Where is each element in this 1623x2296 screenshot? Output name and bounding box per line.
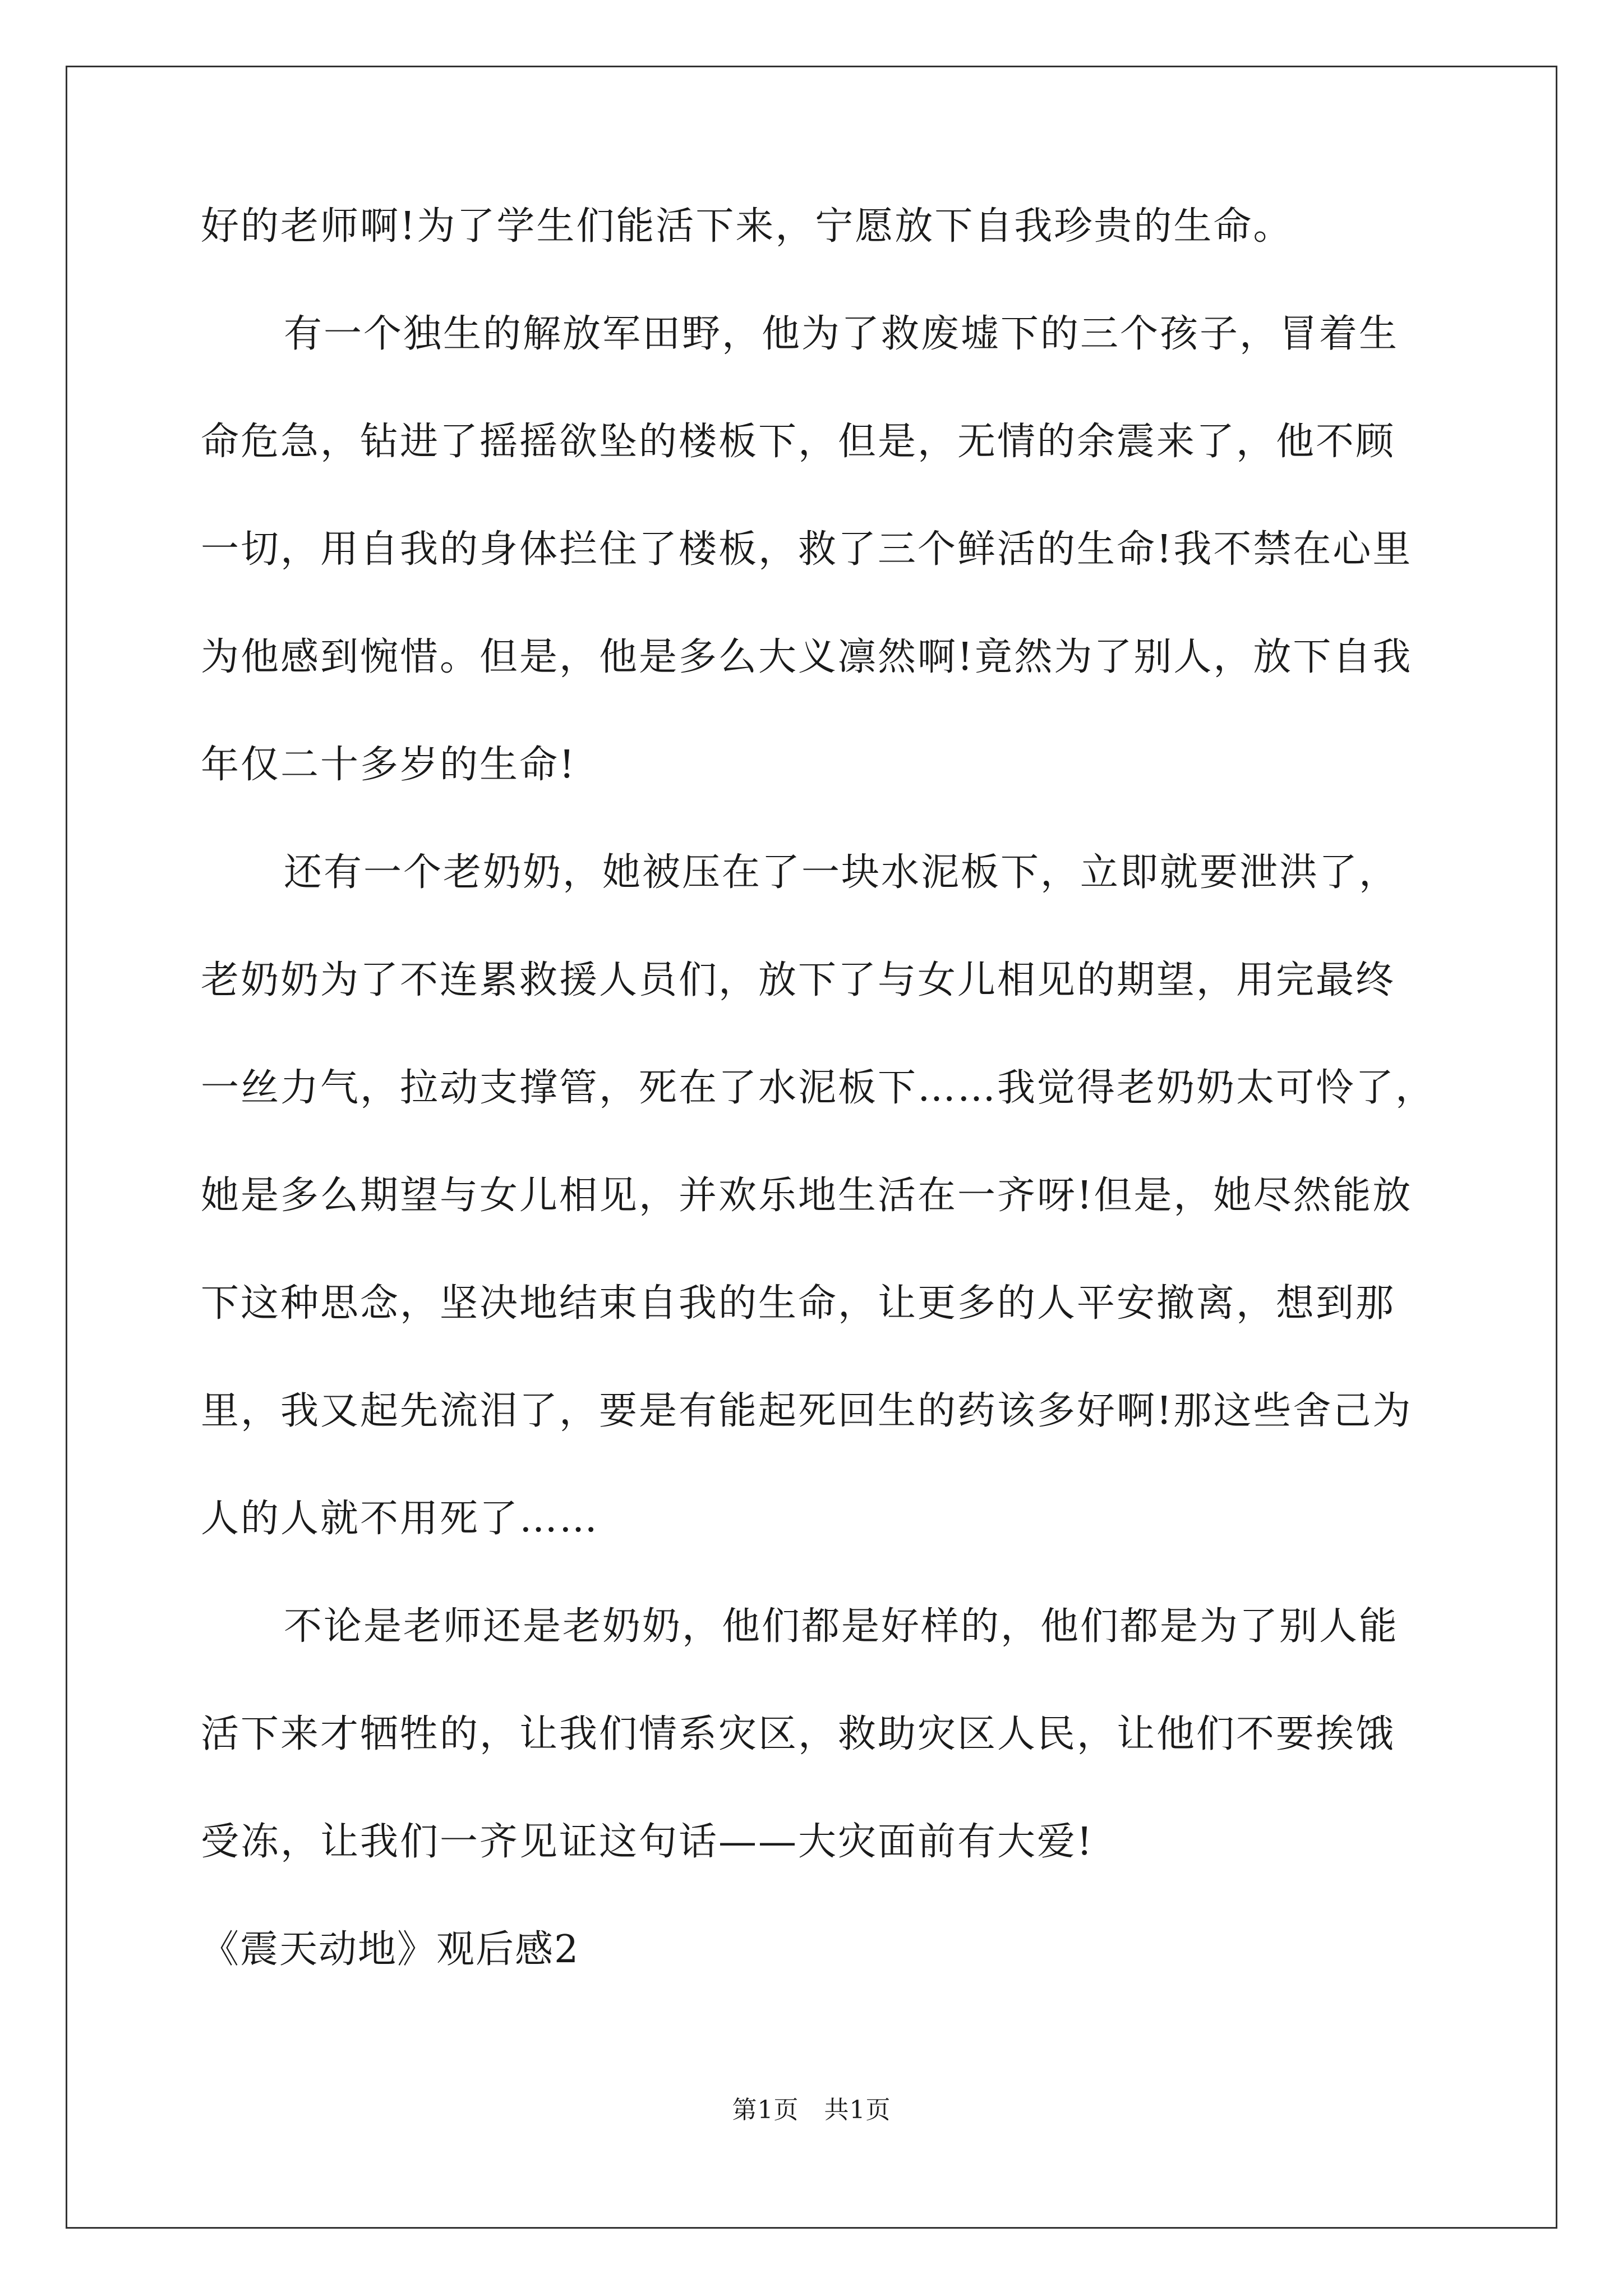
paragraph-start-line: 还有一个老奶奶，她被压在了一块水泥板下，立即就要泄洪了， bbox=[284, 850, 1399, 895]
section-heading: 《震天动地》观后感2 bbox=[201, 1927, 580, 1972]
text-line: 好的老师啊!为了学生们能活下来，宁愿放下自我珍贵的生命。 bbox=[201, 204, 1293, 249]
text-line: 活下来才牺牲的，让我们情系灾区，救助灾区人民，让他们不要挨饿 bbox=[201, 1712, 1396, 1756]
paragraph-start-line: 有一个独生的解放军田野，他为了救废墟下的三个孩子，冒着生 bbox=[284, 312, 1399, 356]
paragraph-start-line: 不论是老师还是老奶奶，他们都是好样的，他们都是为了别人能 bbox=[284, 1604, 1399, 1649]
text-line: 年仅二十多岁的生命! bbox=[201, 743, 577, 787]
text-line: 命危急，钻进了摇摇欲坠的楼板下，但是，无情的余震来了，他不顾 bbox=[201, 420, 1396, 464]
document-body bbox=[201, 204, 1436, 2039]
text-line: 里，我又起先流泪了，要是有能起死回生的药该多好啊!那这些舍己为 bbox=[201, 1389, 1413, 1433]
text-line: 人的人就不用死了…… bbox=[201, 1497, 600, 1541]
text-line: 一切，用自我的身体拦住了楼板，救了三个鲜活的生命!我不禁在心里 bbox=[201, 527, 1413, 572]
text-line: 她是多么期望与女儿相见，并欢乐地生活在一齐呀!但是，她尽然能放 bbox=[201, 1174, 1413, 1218]
page-number-footer: 第1页 共1页 bbox=[732, 2096, 891, 2124]
text-line: 下这种思念，坚决地结束自我的生命，让更多的人平安撤离，想到那 bbox=[201, 1281, 1396, 1326]
text-line: 受冻，让我们一齐见证这句话——大灾面前有大爱! bbox=[201, 1820, 1094, 1864]
text-line: 为他感到惋惜。但是，他是多么大义凛然啊!竟然为了别人，放下自我 bbox=[201, 635, 1413, 679]
text-line: 老奶奶为了不连累救援人员们，放下了与女儿相见的期望，用完最终 bbox=[201, 958, 1396, 1002]
text-line: 一丝力气，拉动支撑管，死在了水泥板下……我觉得老奶奶太可怜了， bbox=[201, 1066, 1436, 1110]
